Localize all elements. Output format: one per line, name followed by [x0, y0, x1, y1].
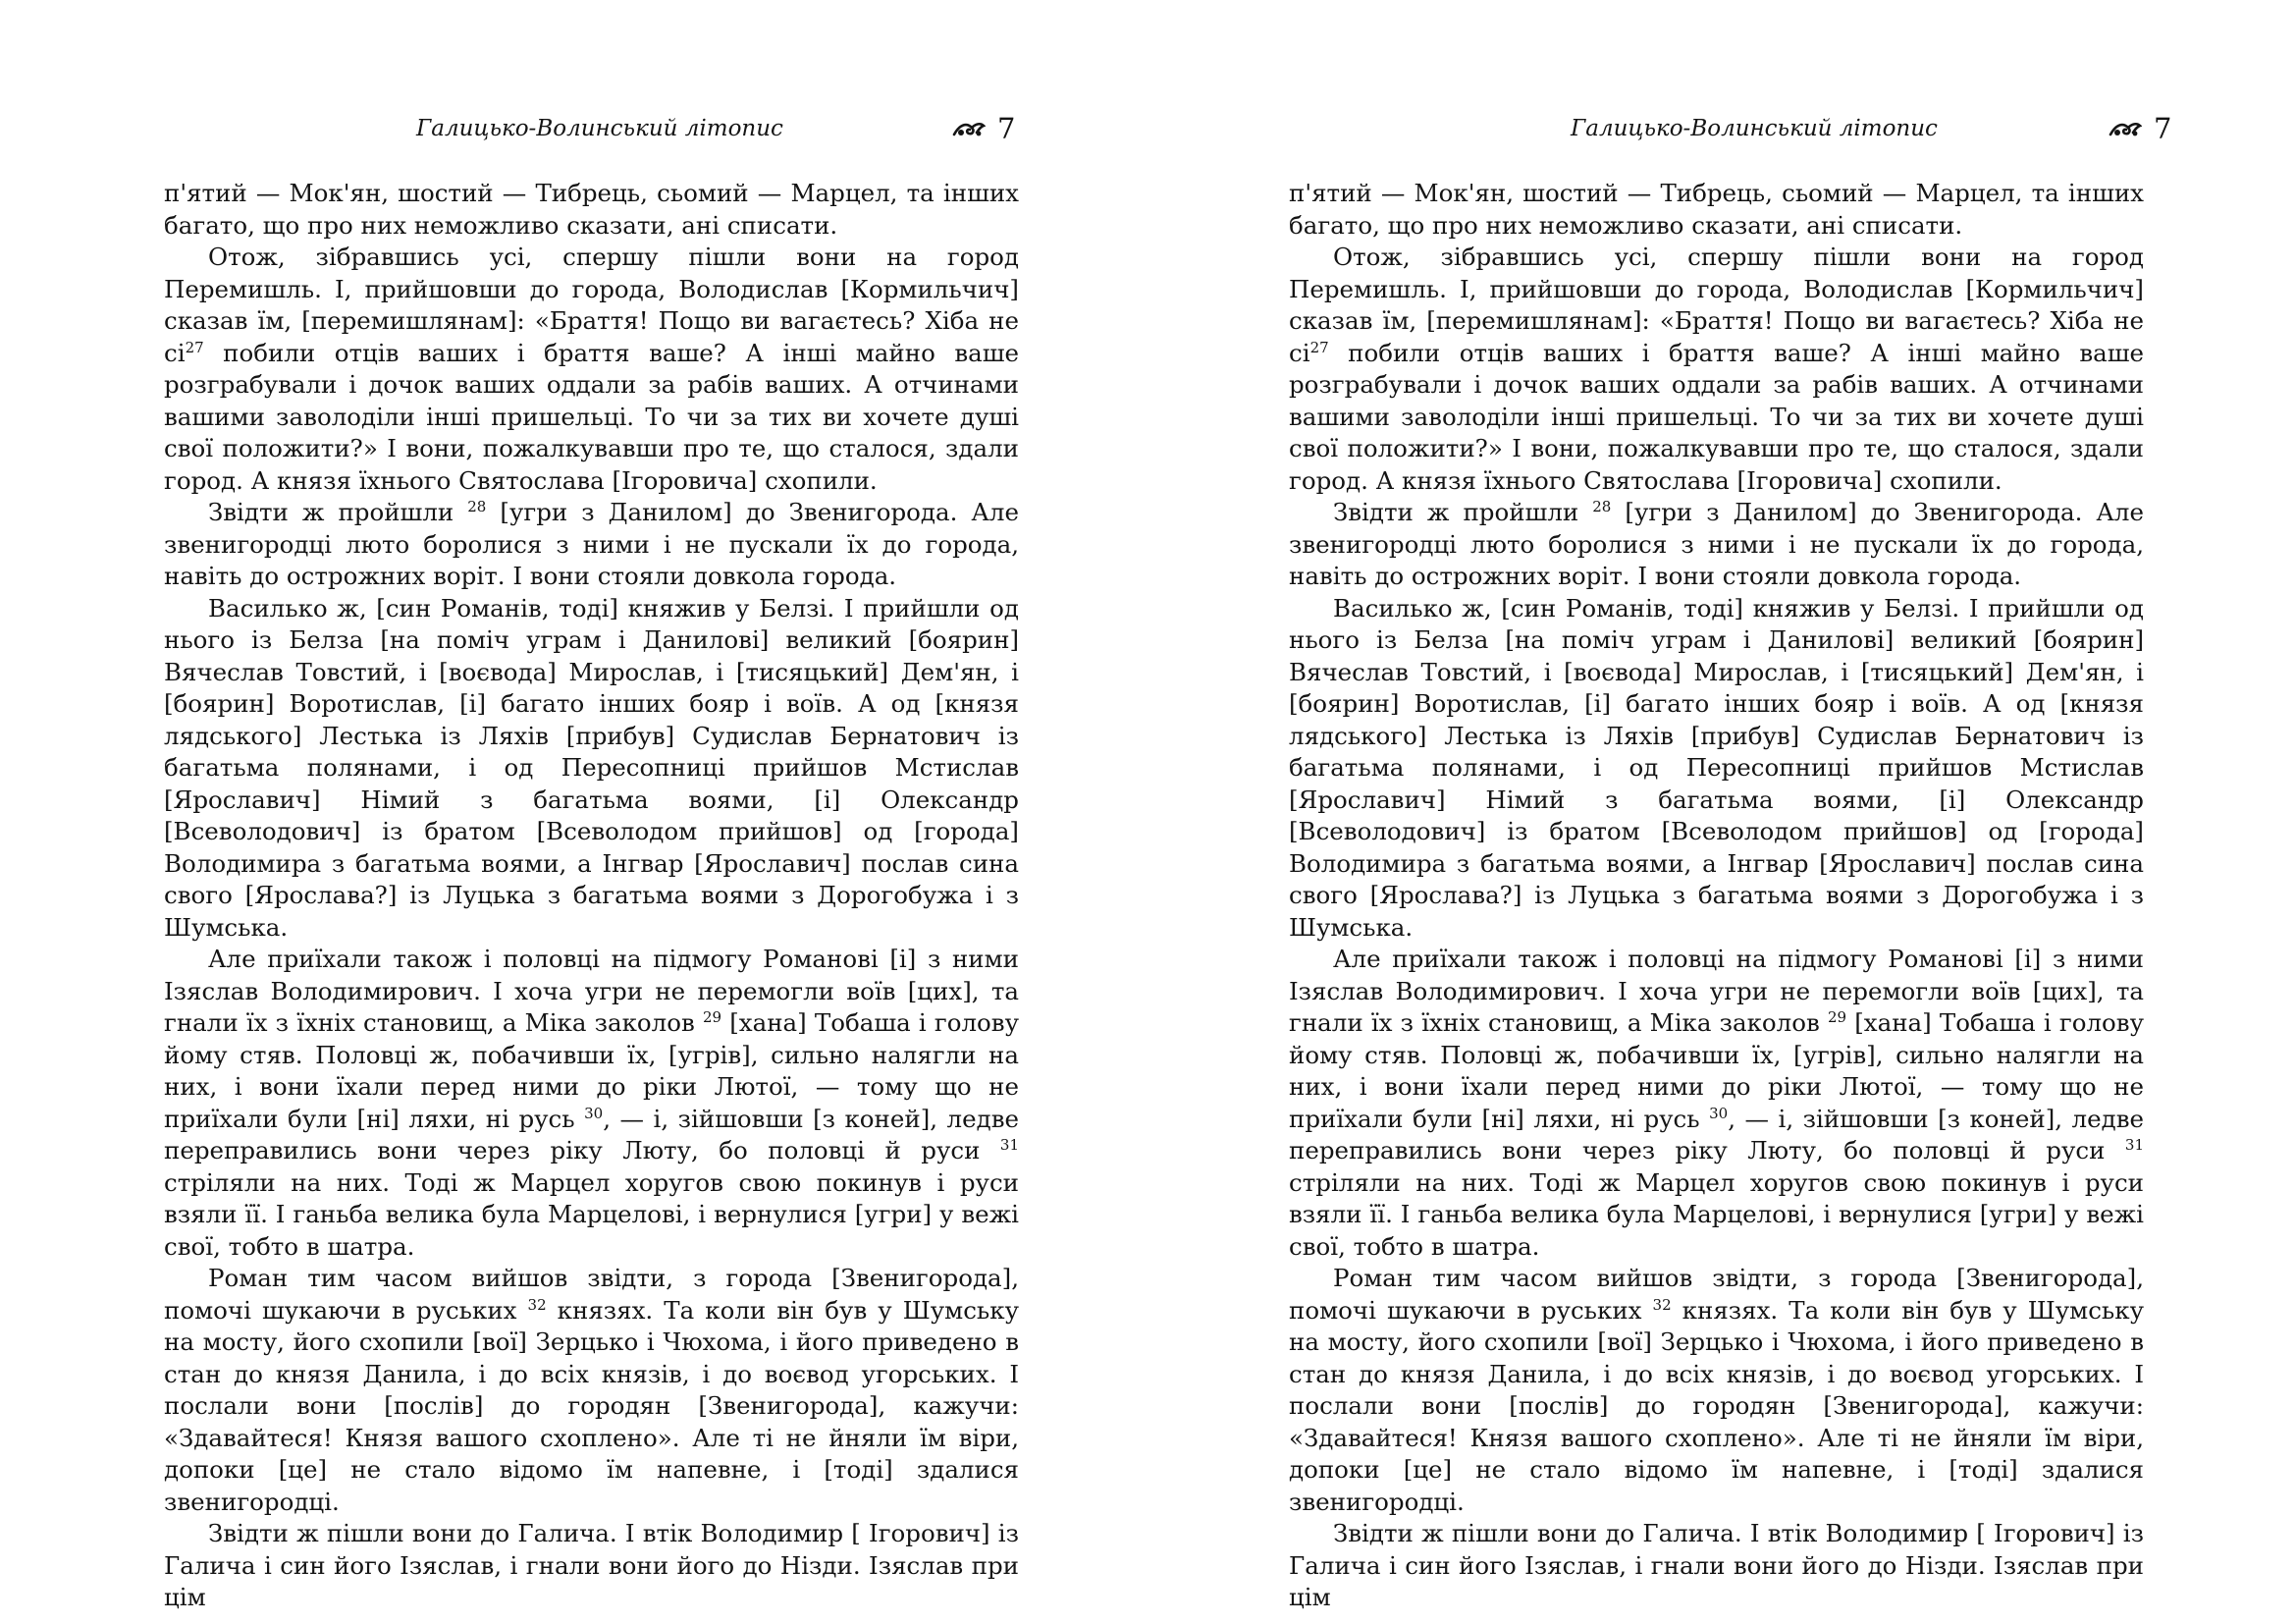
- folio: [952, 112, 1015, 145]
- footnote-ref: 30: [1709, 1104, 1729, 1122]
- footnote-ref: 29: [1827, 1007, 1847, 1026]
- paragraph: п'ятий — Мок'ян, шостий — Тибрець, сьомий — Марцел, та інших багато, що про них неможливо сказати, ані списати.: [1289, 179, 2144, 240]
- text-run: [хана] Тобаша і голову йому стяв. Половці ж, побачивши їх, [угрів], сильно налягли на них, і вони їхали перед ними до ріки Лютої, — тому що не приїхали були [ні] ляхи, ні русь: [1289, 1008, 2144, 1133]
- page-number: 7: [997, 112, 1016, 145]
- body-text: [1289, 178, 2144, 1614]
- page-number: 7: [2154, 112, 2172, 145]
- footnote-ref: 31: [2124, 1135, 2144, 1154]
- paragraph: [1289, 944, 2144, 1263]
- footnote-ref: 32: [1652, 1295, 1672, 1314]
- body-text: [164, 178, 1019, 1614]
- text-run: Отож, зібравшись усі, спершу пішли вони на город Перемишль. І, прийшовши до города, Володислав [Кормильчич] сказав їм, [перемишлянам]: «Браття! Пощо ви вагаєтесь? Хіба не сі: [1289, 243, 2144, 367]
- text-run: князях. Та коли він був у Шумську на мосту, його схопили [вої] Зерцько і Чюхома, і його приведено в стан до князя Данила, і до всіх князів, і до воєвод угорських. І послали вони [послів] до городян [Звенигорода], кажучи: «Здавайтеся! Князя вашого схоплено». Але ті не йняли їм віри, допоки [це] не стало відомо їм напевне, і [тоді] здалися звенигородці.: [1289, 1295, 2144, 1516]
- text-run: , — і, зійшовши [з коней], ледве переправились вони через ріку Люту, бо половці й руси: [1289, 1104, 2144, 1164]
- page-header: [1148, 112, 2296, 151]
- footnote-ref: 27: [1309, 338, 1329, 356]
- footnote-ref: 29: [702, 1007, 722, 1026]
- paragraph: [1289, 1263, 2144, 1518]
- text-run: побили отців ваших і браття ваше? А інші майно ваше розграбували і дочок ваших оддали за рабів ваших. А отчинами вашими заволоділи інші пришельці. То чи за тих ви хочете душі свої положити?» І вони, пожалкувавши про те, що сталося, здали город. А князя їхнього Святослава [Ігоровича] схопили.: [164, 338, 1019, 495]
- text-run: Але приїхали також і половці на підмогу Романові [і] з ними Ізяслав Володимирович. І хоча угри не перемогли воїв [цих], та гнали їх з їхніх становищ, а Міка заколов: [1289, 945, 2144, 1037]
- paragraph: [164, 497, 1019, 593]
- fleuron-icon: [952, 118, 986, 139]
- paragraph: [164, 1263, 1019, 1518]
- folio: [2109, 112, 2171, 145]
- fleuron-icon: [2109, 118, 2142, 139]
- text-run: побили отців ваших і браття ваше? А інші майно ваше розграбували і дочок ваших оддали за рабів ваших. А отчинами вашими заволоділи інші пришельці. То чи за тих ви хочете душі свої положити?» І вони, пожалкувавши про те, що сталося, здали город. А князя їхнього Святослава [Ігоровича] схопили.: [1289, 338, 2144, 495]
- text-run: , — і, зійшовши [з коней], ледве переправились вони через ріку Люту, бо половці й руси: [164, 1104, 1019, 1164]
- paragraph: Василько ж, [син Романів, тоді] княжив у Белзі. І прийшли од нього із Белза [на поміч уграм і Данилові] великий [боярин] Вячеслав Товстий, і [воєвода] Мирослав, і [тисяцький] Дем'ян, і [боярин] Воротислав, [і] багато інших бояр і воїв. А од [князя лядського] Лестька із Ляхів [прибув] Судислав Бернатович із багатьма полянами, і од Пересопниці прийшов Мстислав [Ярославич] Німий з багатьма воями, [і] Олександр [Всеволодович] із братом [Всеволодом прийшов] од [города] Володимира з багатьма воями, а Інгвар [Ярославич] послав сина свого [Ярослава?] із Луцька з багатьма воями з Дорогобужа і з Шумська.: [164, 593, 1019, 942]
- paragraph: Василько ж, [син Романів, тоді] княжив у Белзі. І прийшли од нього із Белза [на поміч уграм і Данилові] великий [боярин] Вячеслав Товстий, і [воєвода] Мирослав, і [тисяцький] Дем'ян, і [боярин] Воротислав, [і] багато інших бояр і воїв. А од [князя лядського] Лестька із Ляхів [прибув] Судислав Бернатович із багатьма полянами, і од Пересопниці прийшов Мстислав [Ярославич] Німий з багатьма воями, [і] Олександр [Всеволодович] із братом [Всеволодом прийшов] од [города] Володимира з багатьма воями, а Інгвар [Ярославич] послав сина свого [Ярослава?] із Луцька з багатьма воями з Дорогобужа і з Шумська.: [1289, 593, 2144, 942]
- text-run: [хана] Тобаша і голову йому стяв. Половці ж, побачивши їх, [угрів], сильно налягли на них, і вони їхали перед ними до ріки Лютої, — тому що не приїхали були [ні] ляхи, ні русь: [164, 1008, 1019, 1133]
- text-run: Звідти ж пройшли: [208, 498, 468, 526]
- footnote-ref: 30: [584, 1104, 604, 1122]
- text-run: Звідти ж пройшли: [1333, 498, 1593, 526]
- text-run: [угри з Данилом] до Звенигорода. Але звенигородці люто боролися з ними і не пускали їх до города, навіть до острожних воріт. І вони стояли довкола города.: [1289, 498, 2145, 590]
- paragraph: [164, 242, 1019, 497]
- paragraph: [1289, 497, 2144, 593]
- paragraph: [1289, 242, 2144, 497]
- text-run: Роман тим часом вийшов звідти, з города [Звенигорода], помочі шукаючи в руських: [164, 1264, 1019, 1325]
- page-header: [0, 112, 1148, 151]
- running-title: Галицько-Волинський літопис: [1571, 116, 1938, 141]
- footnote-ref: 27: [185, 338, 204, 356]
- paragraph: [164, 944, 1019, 1263]
- text-run: Але приїхали також і половці на підмогу Романові [і] з ними Ізяслав Володимирович. І хоча угри не перемогли воїв [цих], та гнали їх з їхніх становищ, а Міка заколов: [164, 945, 1019, 1037]
- text-run: Отож, зібравшись усі, спершу пішли вони на город Перемишль. І, прийшовши до города, Володислав [Кормильчич] сказав їм, [перемишлянам]: «Браття! Пощо ви вагаєтесь? Хіба не сі: [164, 243, 1019, 367]
- running-title: Галицько-Волинський літопис: [416, 116, 783, 141]
- paragraph: Звідти ж пішли вони до Галича. І втік Володимир [ Ігорович] із Галича і син його Ізяслав, і гнали вони його до Нізди. Ізяслав при цім: [164, 1519, 1019, 1611]
- footnote-ref: 28: [467, 497, 487, 515]
- right-page: [1148, 0, 2296, 1624]
- footnote-ref: 31: [999, 1135, 1019, 1154]
- text-run: стріляли на них. Тоді ж Марцел хоругов свою покинув і руси взяли її. І ганьба велика була Марцелові, і вернулися [угри] у вежі свої, тобто в шатра.: [1289, 1167, 2144, 1261]
- paragraph: п'ятий — Мок'ян, шостий — Тибрець, сьомий — Марцел, та інших багато, що про них неможливо сказати, ані списати.: [164, 179, 1019, 240]
- text-run: князях. Та коли він був у Шумську на мосту, його схопили [вої] Зерцько і Чюхома, і його приведено в стан до князя Данила, і до всіх князів, і до воєвод угорських. І послали вони [послів] до городян [Звенигорода], кажучи: «Здавайтеся! Князя вашого схоплено». Але ті не йняли їм віри, допоки [це] не стало відомо їм напевне, і [тоді] здалися звенигородці.: [164, 1295, 1019, 1516]
- paragraph: Звідти ж пішли вони до Галича. І втік Володимир [ Ігорович] із Галича і син його Ізяслав, і гнали вони його до Нізди. Ізяслав при цім: [1289, 1519, 2144, 1611]
- footnote-ref: 32: [527, 1295, 547, 1314]
- text-run: стріляли на них. Тоді ж Марцел хоругов свою покинув і руси взяли її. І ганьба велика була Марцелові, і вернулися [угри] у вежі свої, тобто в шатра.: [164, 1167, 1019, 1261]
- text-run: Роман тим часом вийшов звідти, з города [Звенигорода], помочі шукаючи в руських: [1289, 1264, 2144, 1325]
- text-run: [угри з Данилом] до Звенигорода. Але звенигородці люто боролися з ними і не пускали їх до города, навіть до острожних воріт. І вони стояли довкола города.: [164, 498, 1020, 590]
- footnote-ref: 28: [1592, 497, 1612, 515]
